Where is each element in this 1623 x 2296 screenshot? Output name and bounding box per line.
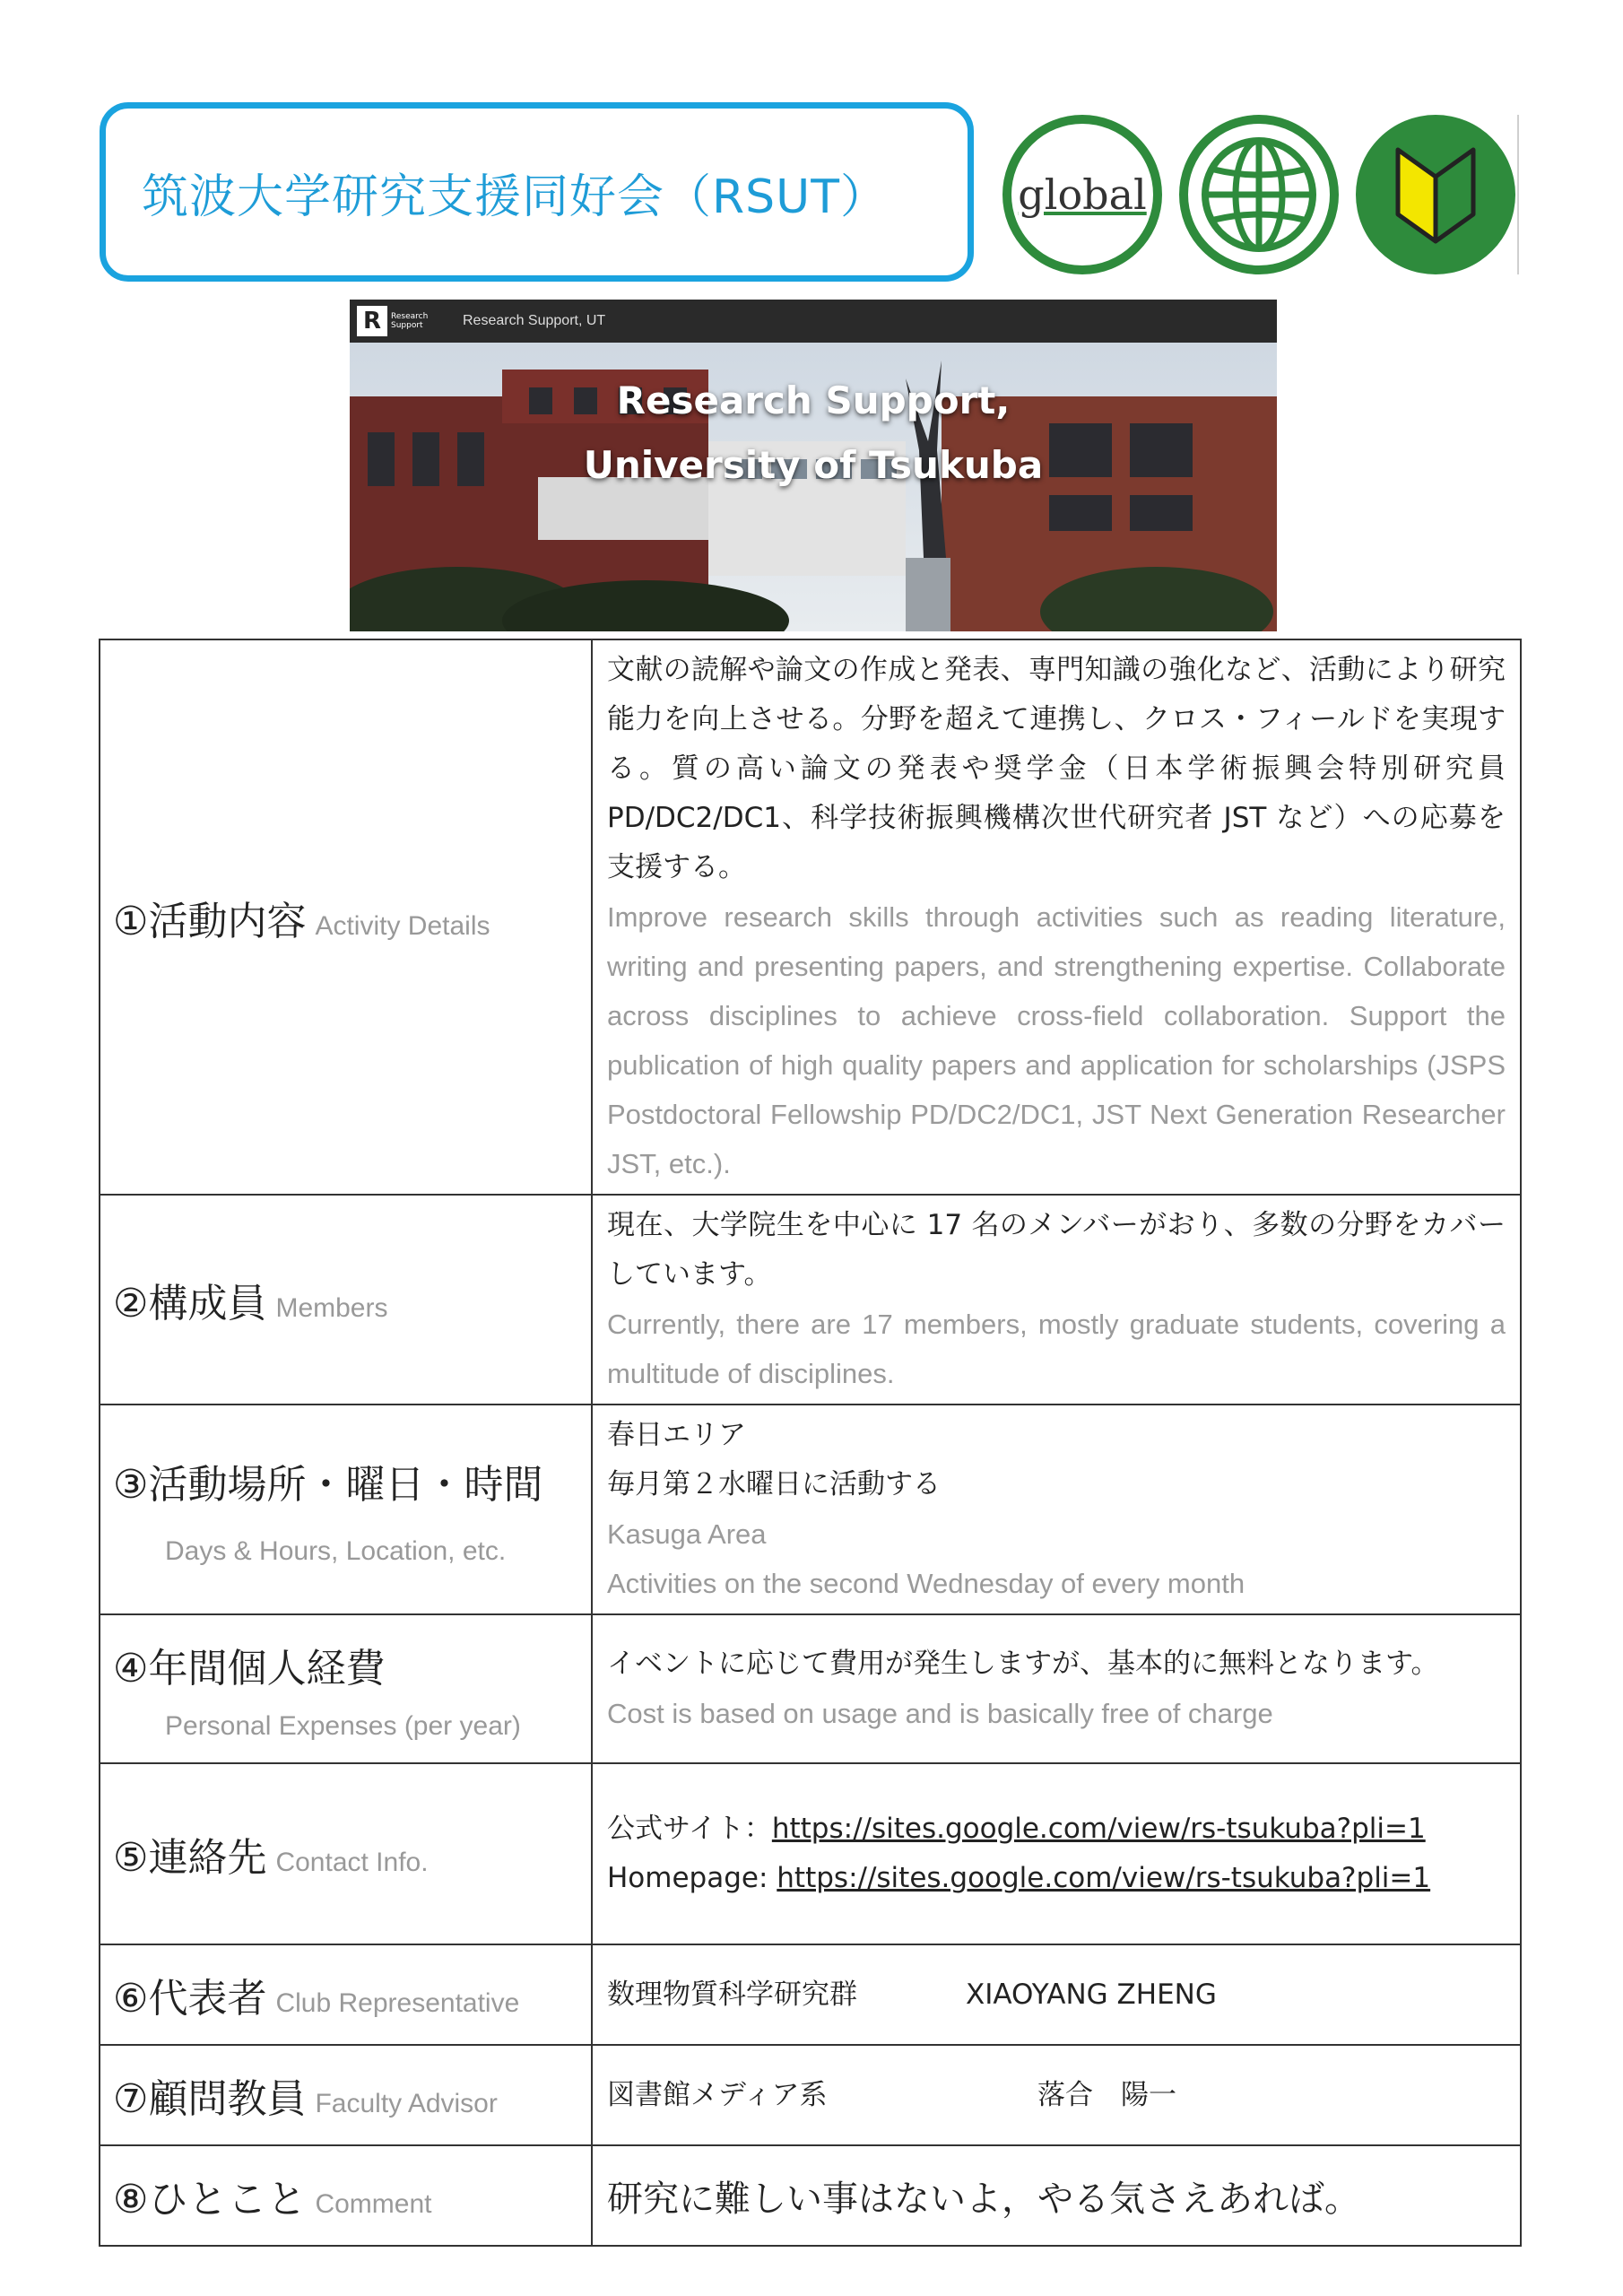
- table-row: [100, 2045, 1521, 2145]
- rs-logo-icon: R: [357, 306, 387, 336]
- row-label: [100, 2145, 592, 2246]
- label-comment-jp: ⑧ひとこと: [113, 2177, 307, 2222]
- banner-topbar: [350, 300, 1277, 343]
- comment-text: 研究に難しい事はないよ，やる気さえあれば。: [607, 2178, 1360, 2220]
- row-label: [100, 1405, 592, 1614]
- label-location-jp: ③活動場所・曜日・時間: [113, 1462, 543, 1508]
- global-badge-text: global: [1018, 170, 1147, 219]
- beginner-mark-icon: [1356, 115, 1515, 274]
- rep-affiliation: 数理物質科学研究群: [607, 1978, 857, 2011]
- label-advisor-en: Faculty Advisor: [315, 2089, 498, 2118]
- label-activity-en: Activity Details: [315, 910, 490, 941]
- club-info-table: [99, 639, 1522, 2247]
- banner-image: [350, 300, 1277, 631]
- row-content: [592, 1944, 1521, 2045]
- table-row: [100, 1614, 1521, 1763]
- site-link-jp[interactable]: https://sites.google.com/view/rs-tsukuba?pli=1: [771, 1813, 1426, 1845]
- rs-logo-subtext: Research Support: [391, 312, 429, 330]
- site-label-jp: 公式サイト：: [607, 1813, 772, 1845]
- row-content: [592, 1405, 1521, 1614]
- label-members-jp: ②構成員: [113, 1281, 267, 1326]
- label-contact-jp: ⑤連絡先: [113, 1835, 267, 1881]
- row-label: [100, 639, 592, 1195]
- label-expenses-jp: ④年間個人経費: [113, 1646, 386, 1692]
- row-label: [100, 1195, 592, 1405]
- table-row: [100, 1763, 1521, 1944]
- table-row: [100, 2145, 1521, 2246]
- global-badge-icon: [1002, 115, 1162, 274]
- banner-brand: Research Support, UT: [463, 313, 606, 328]
- row-content: [592, 1763, 1521, 1944]
- site-link-en[interactable]: https://sites.google.com/view/rs-tsukuba?pli=1: [777, 1862, 1431, 1894]
- club-title: 筑波大学研究支援同好会（RSUT）: [142, 170, 888, 224]
- row-label: [100, 2045, 592, 2145]
- row-content: [592, 1614, 1521, 1763]
- label-advisor-jp: ⑦顧問教員: [113, 2076, 307, 2122]
- location-jp-line1: 春日エリア: [607, 1419, 746, 1451]
- club-title-box: [100, 102, 974, 282]
- advisor-affiliation: 図書館メディア系: [607, 2078, 828, 2111]
- rep-name: XIAOYANG ZHENG: [966, 1978, 1217, 2011]
- site-label-en: Homepage:: [607, 1862, 777, 1894]
- contact-jp-line: [607, 1805, 1506, 1854]
- row-label: [100, 1614, 592, 1763]
- table-row: [100, 639, 1521, 1195]
- table-row: [100, 1405, 1521, 1614]
- label-rep-en: Club Representative: [275, 1988, 520, 2018]
- members-en-text: Currently, there are 17 members, mostly graduate students, covering a multitude of disciplines.: [607, 1309, 1506, 1389]
- banner-headline-2: University of Tsukuba: [583, 443, 1044, 487]
- contact-en-line: [607, 1854, 1506, 1903]
- activity-en-text: Improve research skills through activities such as reading literature, writing and presenting papers, and strengthening expertise. Collaborate across disciplines to achieve cross-field collaboration. Support the publication of high quality papers and application for scholarships (JSPS Postdoctoral Fellowship PD/DC2/DC1, JST Next Generation Researcher JST, etc.).: [607, 901, 1506, 1179]
- label-contact-en: Contact Info.: [275, 1848, 429, 1877]
- divider: [1517, 115, 1519, 274]
- row-label: [100, 1944, 592, 2045]
- label-rep-jp: ⑥代表者: [113, 1976, 267, 2022]
- label-expenses-en: Personal Expenses (per year): [165, 1711, 521, 1741]
- label-comment-en: Comment: [315, 2189, 432, 2219]
- row-label: [100, 1763, 592, 1944]
- banner-headline-1: Research Support,: [616, 378, 1011, 422]
- table-row: [100, 1944, 1521, 2045]
- advisor-name: 落合 陽一: [1037, 2078, 1176, 2111]
- table-row: [100, 1195, 1521, 1405]
- expenses-en-text: Cost is based on usage and is basically free of charge: [607, 1698, 1273, 1729]
- row-content: [592, 2145, 1521, 2246]
- label-members-en: Members: [275, 1293, 388, 1323]
- label-location-en: Days & Hours, Location, etc.: [165, 1536, 507, 1566]
- row-content: [592, 639, 1521, 1195]
- label-activity-jp: ①活動内容: [113, 898, 307, 944]
- row-content: [592, 2045, 1521, 2145]
- row-content: [592, 1195, 1521, 1405]
- globe-icon: [1179, 115, 1339, 274]
- location-jp-line2: 毎月第２水曜日に活動する: [607, 1468, 941, 1500]
- members-jp-text: 現在、大学院生を中心に 17 名のメンバーがおり、多数の分野をカバーしています。: [607, 1209, 1506, 1291]
- expenses-jp-text: イベントに応じて費用が発生しますが、基本的に無料となります。: [607, 1648, 1439, 1680]
- location-en-line1: Kasuga Area: [607, 1518, 767, 1550]
- location-en-line2: Activities on the second Wednesday of every month: [607, 1568, 1245, 1599]
- activity-jp-text: 文献の読解や論文の作成と発表、専門知識の強化など、活動により研究能力を向上させる。分野を超えて連携し、クロス・フィールドを実現する。質の高い論文の発表や奨学金（日本学術振興会特別研究員PD/DC2/DC1、科学技術振興機構次世代研究者 JST など）への応募を支援する。: [607, 654, 1506, 883]
